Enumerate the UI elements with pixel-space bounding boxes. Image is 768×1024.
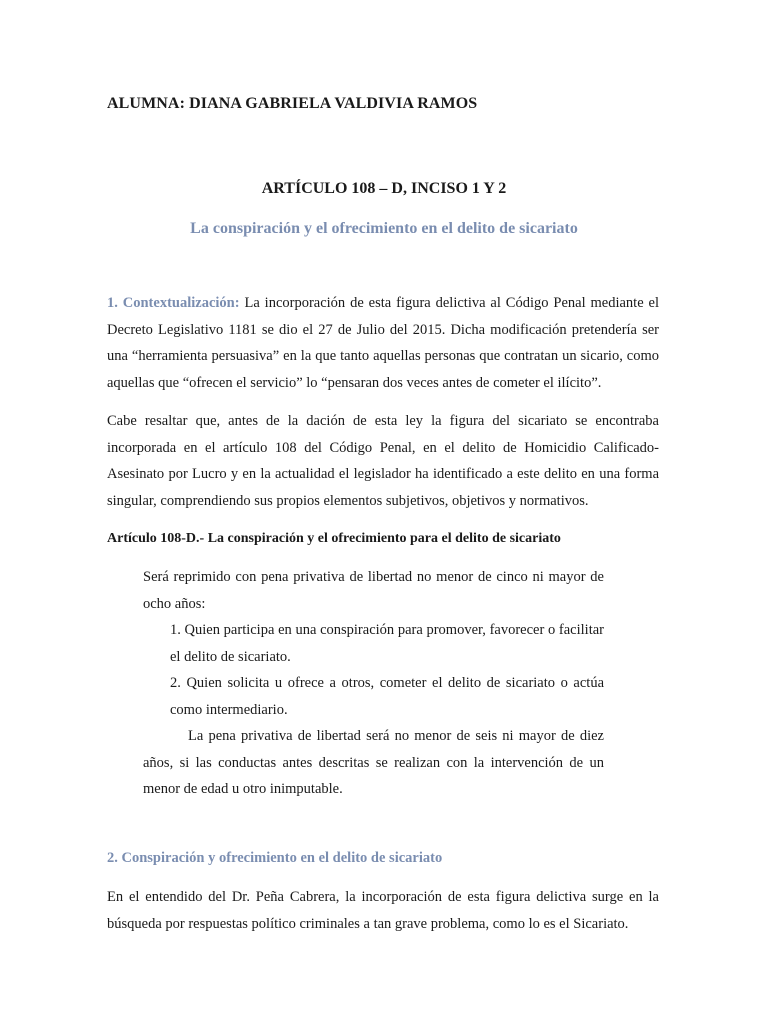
law-item-2: 2. Quien solicita u ofrece a otros, cometer el delito de sicariato o actúa como intermediario. xyxy=(170,675,604,718)
law-intro: Será reprimido con pena privativa de libertad no menor de cinco ni mayor de ocho años: xyxy=(143,569,604,612)
law-closing: La pena privativa de libertad será no menor de seis ni mayor de diez años, si las conductas antes descritas se realizan con la intervención de un menor de edad u otro inimputable. xyxy=(143,728,604,797)
section2-heading: 2. Conspiración y ofrecimiento en el delito de sicariato xyxy=(107,850,443,866)
article-title: ARTÍCULO 108 – D, INCISO 1 Y 2 xyxy=(261,180,507,197)
contextualization-paragraph xyxy=(107,290,659,396)
article-subtitle: La conspiración y el ofrecimiento en el delito de sicariato xyxy=(190,220,578,237)
section2-paragraph: En el entendido del Dr. Peña Cabrera, la incorporación de esta figura delictiva surge en la búsqueda por respuestas político criminales a tan grave problema, como lo es el Sicariato. xyxy=(107,889,659,932)
section1-paragraph1-text: La incorporación de esta figura delictiva al Código Penal mediante el Decreto Legislativo 1181 se dio el 27 de Julio del 2015. Dicha modificación pretendería ser una “herramienta persuasiva” en la que tanto aquellas personas que contratan un sicario, como aquellas que “ofrecen el servicio” lo “pensaran dos veces antes de cometer el ilícito”. xyxy=(107,295,660,391)
section1-heading: 1. Contextualización: xyxy=(107,295,240,311)
law-quote xyxy=(143,564,604,803)
student-name: ALUMNA: DIANA GABRIELA VALDIVIA RAMOS xyxy=(107,95,478,112)
law-item-1: 1. Quien participa en una conspiración para promover, favorecer o facilitar el delito de sicariato. xyxy=(170,622,604,665)
law-heading: Artículo 108-D.- La conspiración y el ofrecimiento para el delito de sicariato xyxy=(107,531,561,546)
section1-paragraph2: Cabe resaltar que, antes de la dación de esta ley la figura del sicariato se encontraba incorporada en el artículo 108 del Código Penal, en el delito de Homicidio Calificado-Asesinato por Lucro y en la actualidad el legislador ha identificado a este delito en una forma singular, comprendiendo sus propios elementos subjetivos, objetivos y normativos. xyxy=(107,413,659,509)
